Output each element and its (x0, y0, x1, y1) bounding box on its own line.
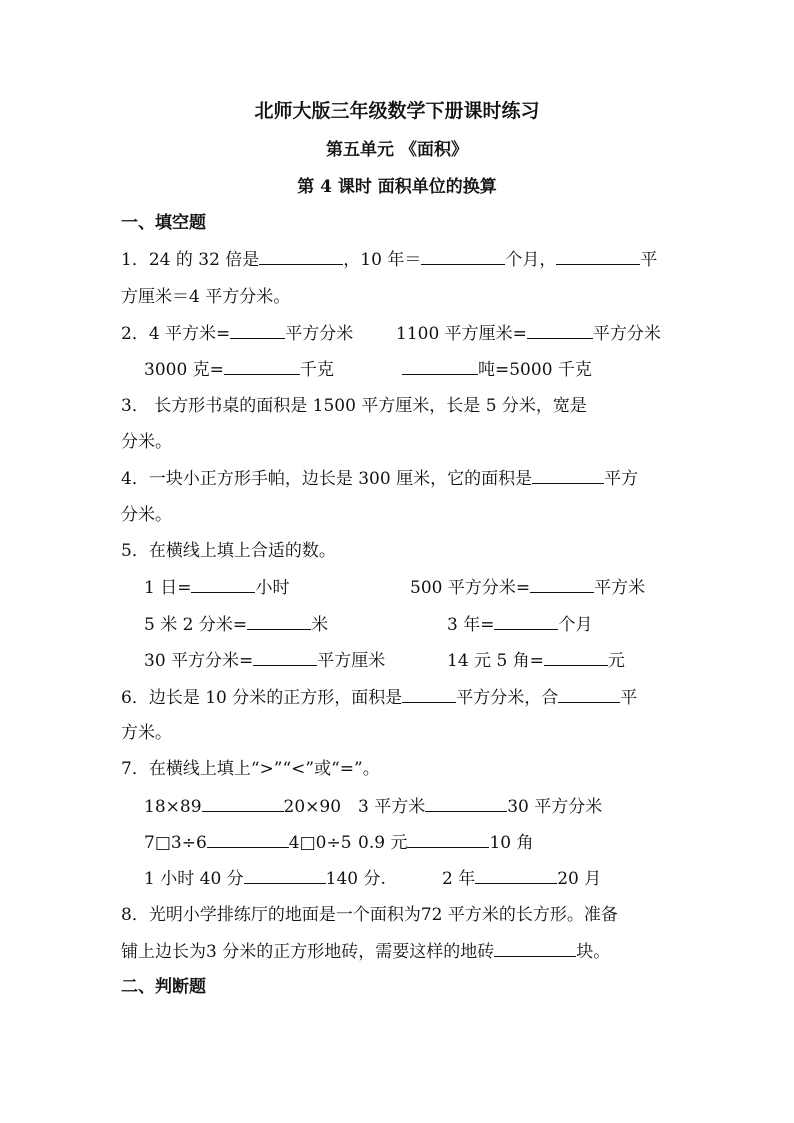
q5-text: 5 米 2 分米= (144, 615, 248, 635)
q5-blank-3[interactable] (247, 613, 311, 630)
section-judge-heading: 二、判断题 (121, 977, 206, 997)
q7-text: 4□0÷5 (288, 833, 352, 853)
q7-blank-5[interactable] (244, 867, 326, 884)
q4-blank-1[interactable] (532, 467, 604, 484)
q5-text: 500 平方分米= (410, 578, 531, 598)
q2-blank-3[interactable] (224, 358, 300, 375)
q7-blank-3[interactable] (207, 831, 289, 848)
q5-blank-1[interactable] (191, 576, 255, 593)
q7-item-5 (144, 867, 386, 890)
q7-blank-2[interactable] (425, 795, 507, 812)
q4-line-2: 分米。 (121, 505, 172, 525)
q7-blank-1[interactable] (202, 795, 284, 812)
q2-text-b: 平方分米 (285, 324, 354, 344)
unit-title: 第五单元 《面积》 (326, 140, 468, 160)
q7-text: 0.9 元 (358, 833, 408, 853)
q7-text: 140 分. (325, 869, 386, 889)
q2-text-f: 千克 (299, 360, 334, 380)
q7-item-1 (144, 795, 341, 818)
q1-blank-3[interactable] (556, 248, 640, 265)
q5-text: 平方厘米 (317, 651, 386, 671)
q4-text-b: 平方 (604, 469, 639, 489)
q5-item-6 (447, 649, 625, 672)
q5-text: 米 (311, 615, 329, 635)
q2-blank-2[interactable] (527, 322, 593, 339)
q7-text: 20 月 (557, 869, 602, 889)
q1-blank-1[interactable] (259, 248, 343, 265)
q5-item-3 (144, 613, 328, 636)
q5-text: 3 年= (447, 615, 495, 635)
q7-text: 3 平方米 (358, 797, 426, 817)
q8-line-2 (121, 940, 610, 963)
q5-blank-2[interactable] (530, 576, 594, 593)
q7-text: 18×89 (144, 797, 202, 817)
q5-blank-5[interactable] (253, 649, 317, 666)
q6-blank-1[interactable] (402, 686, 456, 703)
q6-text: 平 (620, 688, 638, 708)
q6-blank-2[interactable] (558, 686, 620, 703)
q7-item-3 (144, 831, 352, 854)
q6-text: 平方分米，合 (456, 688, 559, 708)
q1-blank-2[interactable] (421, 248, 505, 265)
q2-text-a: 2．4 平方米= (121, 324, 231, 344)
question-2-row2-right (402, 358, 592, 381)
q7-text: 2 年 (442, 869, 476, 889)
q7-text: 20×90 (283, 797, 342, 817)
q2-blank-1[interactable] (230, 322, 285, 339)
section-fill-heading: 一、填空题 (121, 213, 206, 233)
question-2-row2-left (144, 358, 334, 381)
q2-text-c: 1100 平方厘米= (396, 324, 527, 344)
q2-text-e: 3000 克= (144, 360, 224, 380)
q7-text: 30 平方分米 (507, 797, 603, 817)
q3-line-2: 分米。 (121, 432, 172, 452)
q2-text-g: 吨=5000 千克 (478, 360, 592, 380)
q6-line-2: 方米。 (121, 723, 172, 743)
q1-text-d: 平 (640, 250, 658, 270)
q7-text: 7□3÷6 (144, 833, 207, 853)
q5-text: 平方米 (594, 578, 646, 598)
q8-text: 块。 (576, 942, 611, 962)
q5-item-2 (410, 576, 645, 599)
q1-text-b: ，10 年＝ (343, 250, 422, 270)
q5-blank-4[interactable] (494, 613, 558, 630)
q6-text: 6．边长是 10 分米的正方形，面积是 (121, 688, 403, 708)
q5-text: 小时 (255, 578, 290, 598)
q8-text: 铺上边长为3 分米的正方形地砖，需要这样的地砖 (121, 942, 495, 962)
q7-text: 10 角 (489, 833, 534, 853)
q7-item-2 (358, 795, 602, 818)
q5-item-1 (144, 576, 289, 599)
q5-text: 个月 (558, 615, 593, 635)
q5-text: 1 日= (144, 578, 192, 598)
q5-blank-6[interactable] (544, 649, 608, 666)
q7-item-4 (358, 831, 534, 854)
q5-item-5 (144, 649, 385, 672)
question-1 (121, 248, 657, 271)
q8-blank-1[interactable] (494, 940, 576, 957)
q7-text: 1 小时 40 分 (144, 869, 244, 889)
question-2-right (396, 322, 661, 345)
question-7: 7．在横线上填上“>”“<”或“=”。 (121, 759, 380, 779)
q2-text-d: 平方分米 (592, 324, 661, 344)
q5-text: 14 元 5 角= (447, 651, 544, 671)
worksheet-title: 北师大版三年级数学下册课时练习 (254, 100, 540, 122)
lesson-title: 第 4 课时 面积单位的换算 (297, 177, 497, 197)
q5-text: 元 (607, 651, 625, 671)
question-8: 8．光明小学排练厅的地面是一个面积为72 平方米的长方形。准备 (121, 905, 618, 925)
question-4 (121, 467, 638, 490)
question-6 (121, 686, 637, 709)
q1-text-c: 个月， (505, 250, 557, 270)
q5-item-4 (447, 613, 592, 636)
q1-text-a: 1．24 的 32 倍是 (121, 250, 260, 270)
q7-blank-4[interactable] (407, 831, 489, 848)
q5-text: 30 平方分米= (144, 651, 254, 671)
q7-blank-6[interactable] (475, 867, 557, 884)
q2-blank-4[interactable] (402, 358, 478, 375)
q4-text-a: 4．一块小正方形手帕，边长是 300 厘米，它的面积是 (121, 469, 533, 489)
q1-line-2: 方厘米＝4 平方分米。 (121, 287, 291, 307)
question-3: 3． 长方形书桌的面积是 1500 平方厘米，长是 5 分米，宽是 (121, 396, 587, 416)
q7-item-6 (442, 867, 601, 890)
question-5: 5．在横线上填上合适的数。 (121, 541, 336, 561)
question-2-left (121, 322, 353, 345)
